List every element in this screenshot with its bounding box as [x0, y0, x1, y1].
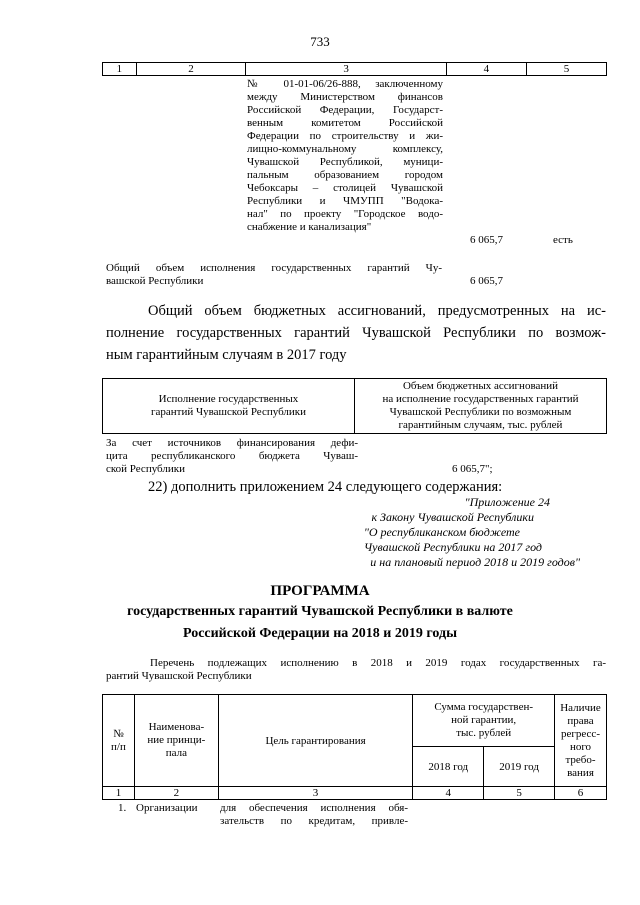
- purpose-line: снабжение и канализация": [247, 221, 372, 233]
- appendix-line: к Закону Чувашской Республики: [371, 510, 534, 524]
- guarantee-purpose: [247, 78, 443, 234]
- purpose-line: между Министерством финансов: [247, 91, 443, 103]
- item-22: 22) дополнить приложением 24 следующего содержания:: [148, 479, 503, 495]
- program-subtitle-1: государственных гарантий Чувашской Республики в валюте: [127, 604, 513, 619]
- prog-col-purpose: Цель гарантирования: [218, 695, 413, 787]
- col-header-1: 1: [103, 63, 137, 76]
- prog-col-regress-line: регресс-: [561, 727, 600, 740]
- budget-col-volume-line: Объем бюджетных ассигнований: [402, 380, 559, 392]
- prog-col-no-line: п/п: [111, 740, 126, 753]
- budget-paragraph: [106, 300, 606, 366]
- prog-num-5: 5: [484, 787, 555, 800]
- prog-col-sum-line: тыс. рублей: [456, 727, 512, 739]
- budget-col-volume-line: на исполнение государственных гарантий: [382, 393, 579, 405]
- prog-col-no: [103, 695, 135, 787]
- total-amount: 6 065,7: [470, 275, 503, 287]
- prog-row1-no: 1.: [118, 802, 127, 814]
- purpose-line: № 01-01-06/26-888, заключенному: [247, 78, 443, 90]
- prog-col-regress-line: требо-: [565, 753, 596, 766]
- total-line-1: Общий объем исполнения государственных гарантий Чу-: [106, 262, 442, 274]
- col-header-2: 2: [136, 63, 246, 76]
- prog-col-name-line: ние принци-: [147, 734, 206, 746]
- regress-right: есть: [553, 234, 573, 246]
- prog-col-name-line: пала: [165, 747, 187, 759]
- prog-row1-name: Организации: [136, 802, 198, 814]
- appendix-header: [300, 495, 580, 570]
- prog-col-regress-line: права: [567, 714, 594, 727]
- purpose-line: Чувашской Республикой, муници-: [247, 156, 443, 168]
- prog-col-2018: 2018 год: [413, 747, 484, 787]
- prog-num-3: 3: [218, 787, 413, 800]
- appendix-line: и на плановый период 2018 и 2019 годов": [370, 555, 580, 569]
- prog-col-name-line: Наименова-: [148, 721, 205, 733]
- prog-num-1: 1: [103, 787, 135, 800]
- prog-col-sum: [413, 695, 555, 747]
- page-number: 733: [310, 34, 330, 49]
- prog-num-4: 4: [413, 787, 484, 800]
- program-table: [102, 694, 607, 800]
- purpose-line: Российской Федерации, Государст-: [247, 104, 443, 116]
- source-line: цита республиканского бюджета Чуваш-: [106, 450, 358, 462]
- col-header-3: 3: [246, 63, 447, 76]
- list-intro: [106, 657, 606, 683]
- budget-col-execution: [103, 379, 355, 434]
- prog-col-sum-line: Сумма государствен-: [434, 701, 533, 713]
- top-table-header: [102, 62, 607, 76]
- budget-col-volume-line: Чувашской Республики по возможным: [389, 406, 572, 418]
- program-subtitle-2: Российской Федерации на 2018 и 2019 годы: [182, 626, 457, 641]
- prog-row1-purpose: [220, 802, 408, 828]
- prog-num-2: 2: [134, 787, 218, 800]
- col-header-4: 4: [446, 63, 526, 76]
- purpose-line: Федерации по строительству и жи-: [247, 130, 443, 142]
- total-line-2: вашской Республики: [106, 275, 204, 287]
- prog-num-6: 6: [555, 787, 607, 800]
- purpose-line: венным комитетом Российской: [247, 117, 443, 129]
- purpose-line: пальным образованием городом: [247, 169, 443, 181]
- list-intro-line-1: Перечень подлежащих исполнению в 2018 и 2019 годах государственных га-: [150, 657, 606, 669]
- source-amount: 6 065,7";: [452, 463, 493, 475]
- source-line: За счет источников финансирования дефи-: [106, 437, 358, 449]
- budget-col-volume-line: гарантийным случаям, тыс. рублей: [398, 419, 563, 431]
- purpose-line: Республики и ЧМУПП "Водока-: [247, 195, 443, 207]
- program-title: ПРОГРАММА: [270, 583, 370, 599]
- appendix-line: "О республиканском бюджете: [363, 525, 520, 539]
- budget-col-volume: [355, 379, 607, 434]
- prog-col-sum-line: ной гарантии,: [451, 714, 517, 726]
- prog-col-regress-line: вания: [567, 766, 594, 779]
- source-line: ской Республики: [106, 463, 185, 475]
- appendix-line: "Приложение 24: [464, 495, 550, 509]
- guarantee-amount: 6 065,7: [470, 234, 503, 246]
- prog-col-name: [134, 695, 218, 787]
- purpose-line: Чебоксары – столицей Чувашской: [247, 182, 443, 194]
- prog-col-no-line: №: [113, 727, 124, 740]
- budget-line-3: ным гарантийным случаям в 2017 году: [106, 347, 347, 363]
- budget-line-1: Общий объем бюджетных ассигнований, предусмотренных на ис-: [148, 303, 606, 319]
- budget-col-execution-line: Исполнение государственных: [158, 393, 299, 405]
- prog-row1-purpose-line: зательств по кредитам, привле-: [220, 815, 408, 827]
- budget-line-2: полнение государственных гарантий Чувашской Республики по возмож-: [106, 325, 606, 341]
- prog-row1-purpose-line: для обеспечения исполнения обя-: [220, 802, 408, 814]
- budget-col-execution-line: гарантий Чувашской Республики: [150, 406, 307, 418]
- budget-table: [102, 378, 607, 434]
- prog-col-regress-line: ного: [569, 740, 592, 753]
- financing-source: [106, 437, 358, 476]
- total-execution: [106, 262, 442, 288]
- appendix-line: Чувашской Республики на 2017 год: [363, 540, 542, 554]
- prog-col-regress: [555, 695, 607, 787]
- col-header-5: 5: [526, 63, 606, 76]
- prog-col-2019: 2019 год: [484, 747, 555, 787]
- prog-col-regress-line: Наличие: [560, 701, 601, 714]
- list-intro-line-2: рантий Чувашской Республики: [106, 670, 252, 682]
- purpose-line: нал" по проекту "Городское водо-: [247, 208, 443, 220]
- purpose-line: лищно-коммунальному комплексу,: [247, 143, 443, 155]
